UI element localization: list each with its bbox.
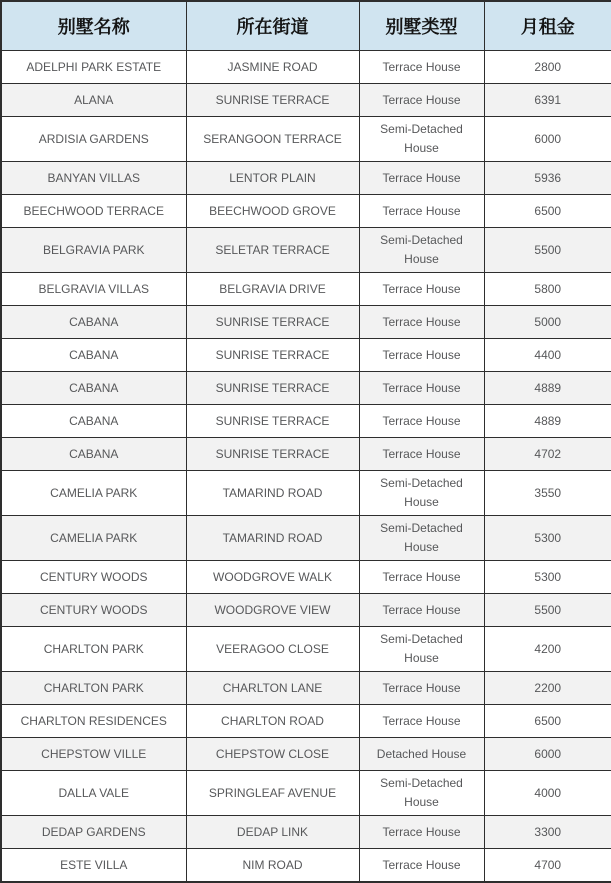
cell-monthly-rent: 4889 xyxy=(484,372,611,405)
column-header-villa-type: 别墅类型 xyxy=(359,1,484,51)
table-row xyxy=(1,228,611,273)
cell-villa-type: Semi-Detached House xyxy=(359,471,484,516)
cell-villa-name: DEDAP GARDENS xyxy=(1,816,186,849)
cell-villa-type: Terrace House xyxy=(359,594,484,627)
cell-monthly-rent: 3300 xyxy=(484,816,611,849)
cell-street: JASMINE ROAD xyxy=(186,51,359,84)
cell-villa-name: ESTE VILLA xyxy=(1,849,186,883)
cell-monthly-rent: 6500 xyxy=(484,705,611,738)
cell-villa-type: Semi-Detached House xyxy=(359,117,484,162)
cell-monthly-rent: 5300 xyxy=(484,561,611,594)
cell-villa-name: ARDISIA GARDENS xyxy=(1,117,186,162)
cell-villa-name: CHEPSTOW VILLE xyxy=(1,738,186,771)
cell-monthly-rent: 5500 xyxy=(484,228,611,273)
cell-monthly-rent: 6000 xyxy=(484,117,611,162)
cell-monthly-rent: 4889 xyxy=(484,405,611,438)
table-row xyxy=(1,162,611,195)
table-row xyxy=(1,438,611,471)
cell-monthly-rent: 3550 xyxy=(484,471,611,516)
cell-villa-type: Terrace House xyxy=(359,273,484,306)
cell-street: LENTOR PLAIN xyxy=(186,162,359,195)
table-row xyxy=(1,405,611,438)
cell-monthly-rent: 4700 xyxy=(484,849,611,883)
cell-villa-type: Semi-Detached House xyxy=(359,771,484,816)
cell-villa-type: Terrace House xyxy=(359,438,484,471)
cell-street: BEECHWOOD GROVE xyxy=(186,195,359,228)
cell-monthly-rent: 4702 xyxy=(484,438,611,471)
cell-street: TAMARIND ROAD xyxy=(186,516,359,561)
cell-villa-name: CAMELIA PARK xyxy=(1,471,186,516)
cell-monthly-rent: 5936 xyxy=(484,162,611,195)
cell-villa-name: CHARLTON RESIDENCES xyxy=(1,705,186,738)
cell-monthly-rent: 6000 xyxy=(484,738,611,771)
cell-villa-name: BELGRAVIA VILLAS xyxy=(1,273,186,306)
cell-villa-name: CABANA xyxy=(1,405,186,438)
cell-monthly-rent: 6391 xyxy=(484,84,611,117)
table-row xyxy=(1,561,611,594)
cell-villa-name: CENTURY WOODS xyxy=(1,561,186,594)
table-row xyxy=(1,738,611,771)
cell-villa-type: Terrace House xyxy=(359,372,484,405)
cell-villa-type: Terrace House xyxy=(359,306,484,339)
cell-villa-name: CABANA xyxy=(1,339,186,372)
table-row xyxy=(1,51,611,84)
column-header-villa-name: 别墅名称 xyxy=(1,1,186,51)
cell-street: SERANGOON TERRACE xyxy=(186,117,359,162)
table-row xyxy=(1,849,611,883)
cell-villa-type: Terrace House xyxy=(359,84,484,117)
cell-street: SUNRISE TERRACE xyxy=(186,84,359,117)
cell-villa-type: Terrace House xyxy=(359,162,484,195)
table-row xyxy=(1,672,611,705)
cell-street: WOODGROVE VIEW xyxy=(186,594,359,627)
cell-street: VEERAGOO CLOSE xyxy=(186,627,359,672)
table-row xyxy=(1,816,611,849)
column-header-monthly-rent: 月租金 xyxy=(484,1,611,51)
cell-street: SUNRISE TERRACE xyxy=(186,372,359,405)
cell-villa-name: CABANA xyxy=(1,438,186,471)
cell-street: CHEPSTOW CLOSE xyxy=(186,738,359,771)
table-row xyxy=(1,273,611,306)
cell-street: SUNRISE TERRACE xyxy=(186,339,359,372)
cell-villa-type: Terrace House xyxy=(359,816,484,849)
header-row xyxy=(1,1,611,51)
table-row xyxy=(1,771,611,816)
cell-villa-name: ADELPHI PARK ESTATE xyxy=(1,51,186,84)
table-row xyxy=(1,117,611,162)
cell-monthly-rent: 5800 xyxy=(484,273,611,306)
cell-street: CHARLTON ROAD xyxy=(186,705,359,738)
table-row xyxy=(1,195,611,228)
cell-villa-type: Semi-Detached House xyxy=(359,627,484,672)
cell-villa-type: Terrace House xyxy=(359,339,484,372)
table-row xyxy=(1,471,611,516)
table-row xyxy=(1,372,611,405)
cell-monthly-rent: 2800 xyxy=(484,51,611,84)
cell-villa-type: Terrace House xyxy=(359,672,484,705)
cell-street: SUNRISE TERRACE xyxy=(186,438,359,471)
cell-villa-type: Semi-Detached House xyxy=(359,228,484,273)
cell-villa-type: Terrace House xyxy=(359,405,484,438)
cell-villa-type: Terrace House xyxy=(359,561,484,594)
table-row xyxy=(1,339,611,372)
cell-villa-name: CABANA xyxy=(1,372,186,405)
table-row xyxy=(1,594,611,627)
cell-monthly-rent: 5000 xyxy=(484,306,611,339)
cell-street: SPRINGLEAF AVENUE xyxy=(186,771,359,816)
cell-villa-name: BELGRAVIA PARK xyxy=(1,228,186,273)
table-row xyxy=(1,84,611,117)
cell-monthly-rent: 5300 xyxy=(484,516,611,561)
cell-villa-name: BEECHWOOD TERRACE xyxy=(1,195,186,228)
cell-monthly-rent: 4400 xyxy=(484,339,611,372)
table-row xyxy=(1,705,611,738)
cell-villa-name: ALANA xyxy=(1,84,186,117)
table-row xyxy=(1,306,611,339)
cell-villa-name: BANYAN VILLAS xyxy=(1,162,186,195)
table-row xyxy=(1,627,611,672)
cell-street: SUNRISE TERRACE xyxy=(186,306,359,339)
cell-street: SELETAR TERRACE xyxy=(186,228,359,273)
column-header-street: 所在街道 xyxy=(186,1,359,51)
cell-villa-name: CHARLTON PARK xyxy=(1,627,186,672)
cell-monthly-rent: 4000 xyxy=(484,771,611,816)
cell-villa-type: Terrace House xyxy=(359,705,484,738)
table-body xyxy=(1,51,611,883)
cell-street: WOODGROVE WALK xyxy=(186,561,359,594)
cell-villa-name: CENTURY WOODS xyxy=(1,594,186,627)
table-header xyxy=(1,1,611,51)
cell-monthly-rent: 6500 xyxy=(484,195,611,228)
cell-street: NIM ROAD xyxy=(186,849,359,883)
cell-villa-type: Semi-Detached House xyxy=(359,516,484,561)
cell-villa-type: Terrace House xyxy=(359,849,484,883)
cell-villa-type: Detached House xyxy=(359,738,484,771)
cell-villa-type: Terrace House xyxy=(359,51,484,84)
cell-street: DEDAP LINK xyxy=(186,816,359,849)
cell-monthly-rent: 5500 xyxy=(484,594,611,627)
cell-villa-name: CHARLTON PARK xyxy=(1,672,186,705)
cell-monthly-rent: 4200 xyxy=(484,627,611,672)
cell-villa-type: Terrace House xyxy=(359,195,484,228)
cell-villa-name: DALLA VALE xyxy=(1,771,186,816)
cell-street: SUNRISE TERRACE xyxy=(186,405,359,438)
cell-street: BELGRAVIA DRIVE xyxy=(186,273,359,306)
cell-street: TAMARIND ROAD xyxy=(186,471,359,516)
table-row xyxy=(1,516,611,561)
cell-monthly-rent: 2200 xyxy=(484,672,611,705)
cell-villa-name: CAMELIA PARK xyxy=(1,516,186,561)
cell-villa-name: CABANA xyxy=(1,306,186,339)
cell-street: CHARLTON LANE xyxy=(186,672,359,705)
